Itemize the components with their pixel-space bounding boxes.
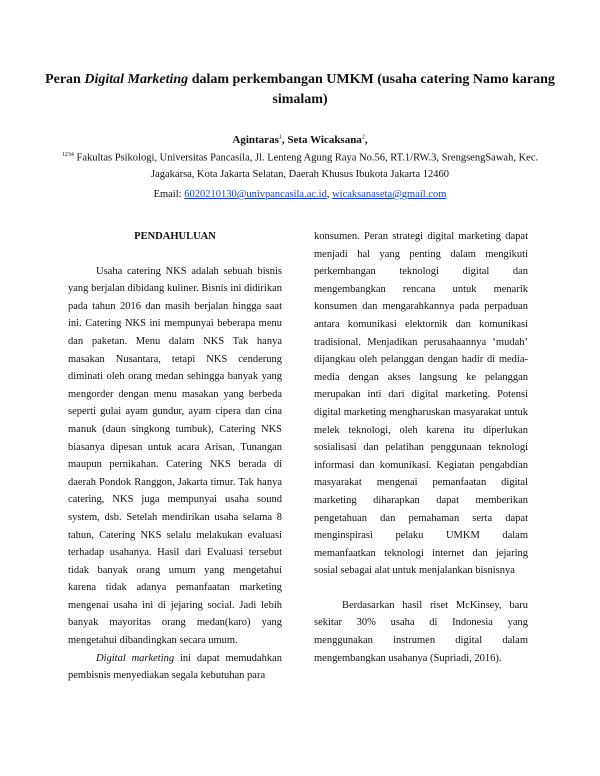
email-link-2[interactable]: wicaksanaseta@gmail.com bbox=[332, 189, 447, 200]
author-2-name: Seta Wicaksana bbox=[287, 134, 362, 146]
paper-title bbox=[40, 70, 560, 110]
left-paragraph-2 bbox=[68, 650, 282, 685]
author-line: Agintaras$^1$, Seta Wicaksana$^2$, bbox=[232, 134, 368, 146]
left-paragraph-2-italic: Digital marketing bbox=[96, 652, 175, 664]
affiliation-text: Fakultas Psikologi, Universitas Pancasila, Jl. Lenteng Agung Raya No.56, RT.1/RW.3, SrengsengSawah, Kec. Jagakarsa, Kota Jakarta Selatan, Daerah Khusus Ibukota Jakarta 12460 bbox=[76, 152, 539, 180]
title-prefix: Peran bbox=[45, 72, 85, 87]
right-paragraph-1: konsumen. Peran strategi digital marketing dapat menjadi hal yang penting dalam mengikuti perkembangan teknologi digital dan mengembangkan rencana untuk menarik konsumen dan mengarahkannya pada perpaduan antara komunikasi elektornik dan komunikasi tradisional. Menjadikan perusahaannya ‘mudah’ dijangkau oleh pelanggan dengan hadir di media-media dengan akses langsung ke pelanggan merupakan inti dari digital marketing. Potensi digital marketing mengharuskan masyarakat untuk melek teknologi, oleh karena itu diperlukan sosialisasi dan pelatihan penggunaan teknologi informasi dan komunikasi. Kegiatan pengabdian masyarakat mengenai pemanfaatan digital marketing diharapkan dapat memberikan pengetahuan dan pemahaman serta dapat menginspirasi pelaku UMKM dalam memanfaatkan teknologi internet dan jejaring sosial sebagai alat untuk menjalankan bisnisnya bbox=[314, 231, 528, 577]
author-2-sup: 2 bbox=[361, 134, 365, 141]
email-label: Email: bbox=[153, 189, 182, 200]
title-suffix: dalam perkembangan UMKM (usaha catering Namo karang simalam) bbox=[188, 72, 555, 107]
title-italic: Digital Marketing bbox=[84, 72, 189, 87]
email-link-1[interactable]: 6020210130@univpancasila.ac.id bbox=[184, 189, 327, 200]
author-1-name: Agintaras bbox=[232, 134, 279, 146]
left-column bbox=[68, 228, 282, 685]
section-heading: PENDAHULUAN bbox=[134, 231, 216, 242]
left-paragraph-2-rest: ini dapat memudahkan pembisnis menyediakan segala kebutuhan para bbox=[68, 652, 283, 682]
left-paragraph-1: Usaha catering NKS adalah sebuah bisnis yang berjalan dibidang kuliner. Bisnis ini didirikan pada tahun 2016 dan masih berjalan hingga saat ini. Catering NKS ini mempunyai beberapa menu dan paketan. Menu dalam NKS Tak hanya masakan Nusantara, tetapi NKS cenderung diminati oleh orang medan sehingga banyak yang mengorder dengan menu masakan yang berbeda seperti gulai ayam gundur, ayam cipera dan cina manuk (daun singkong tumbuk), Catering NKS biasanya dipesan untuk acara Arisan, Tunangan maupun pernikahan. Catering NKS berada di daerah Pondok Ranggon, Jakarta timur. Tak hanya catering, NKS juga mempunyai usaha sound system, dsb. Setelah mendirikan usaha selama 8 tahun, Catering NKS selalu melakukan evaluasi terhadap usahanya. Hasil dari Evaluasi tersebut tidak banyak orang umum yang mengetahui karena tidak adanya pemanfaatan marketing mengenai usaha ini di jejaring social. Jadi lebih banyak mayoritas orang medan(karo) yang mengetahui dibandingkan secara umum. bbox=[68, 265, 282, 647]
email-separator: , bbox=[326, 189, 330, 200]
email-line bbox=[40, 189, 560, 200]
author-1-sup: 1 bbox=[278, 134, 282, 141]
right-paragraph-2: Berdasarkan hasil riset McKinsey, baru sekitar 30% usaha di Indonesia yang menggunakan instrumen digital dalam mengembangkan usahanya (Supriadi, 2016). bbox=[314, 599, 528, 664]
right-column bbox=[314, 228, 528, 667]
affiliation bbox=[40, 147, 560, 183]
affiliation-sup: 1234 bbox=[61, 152, 74, 158]
